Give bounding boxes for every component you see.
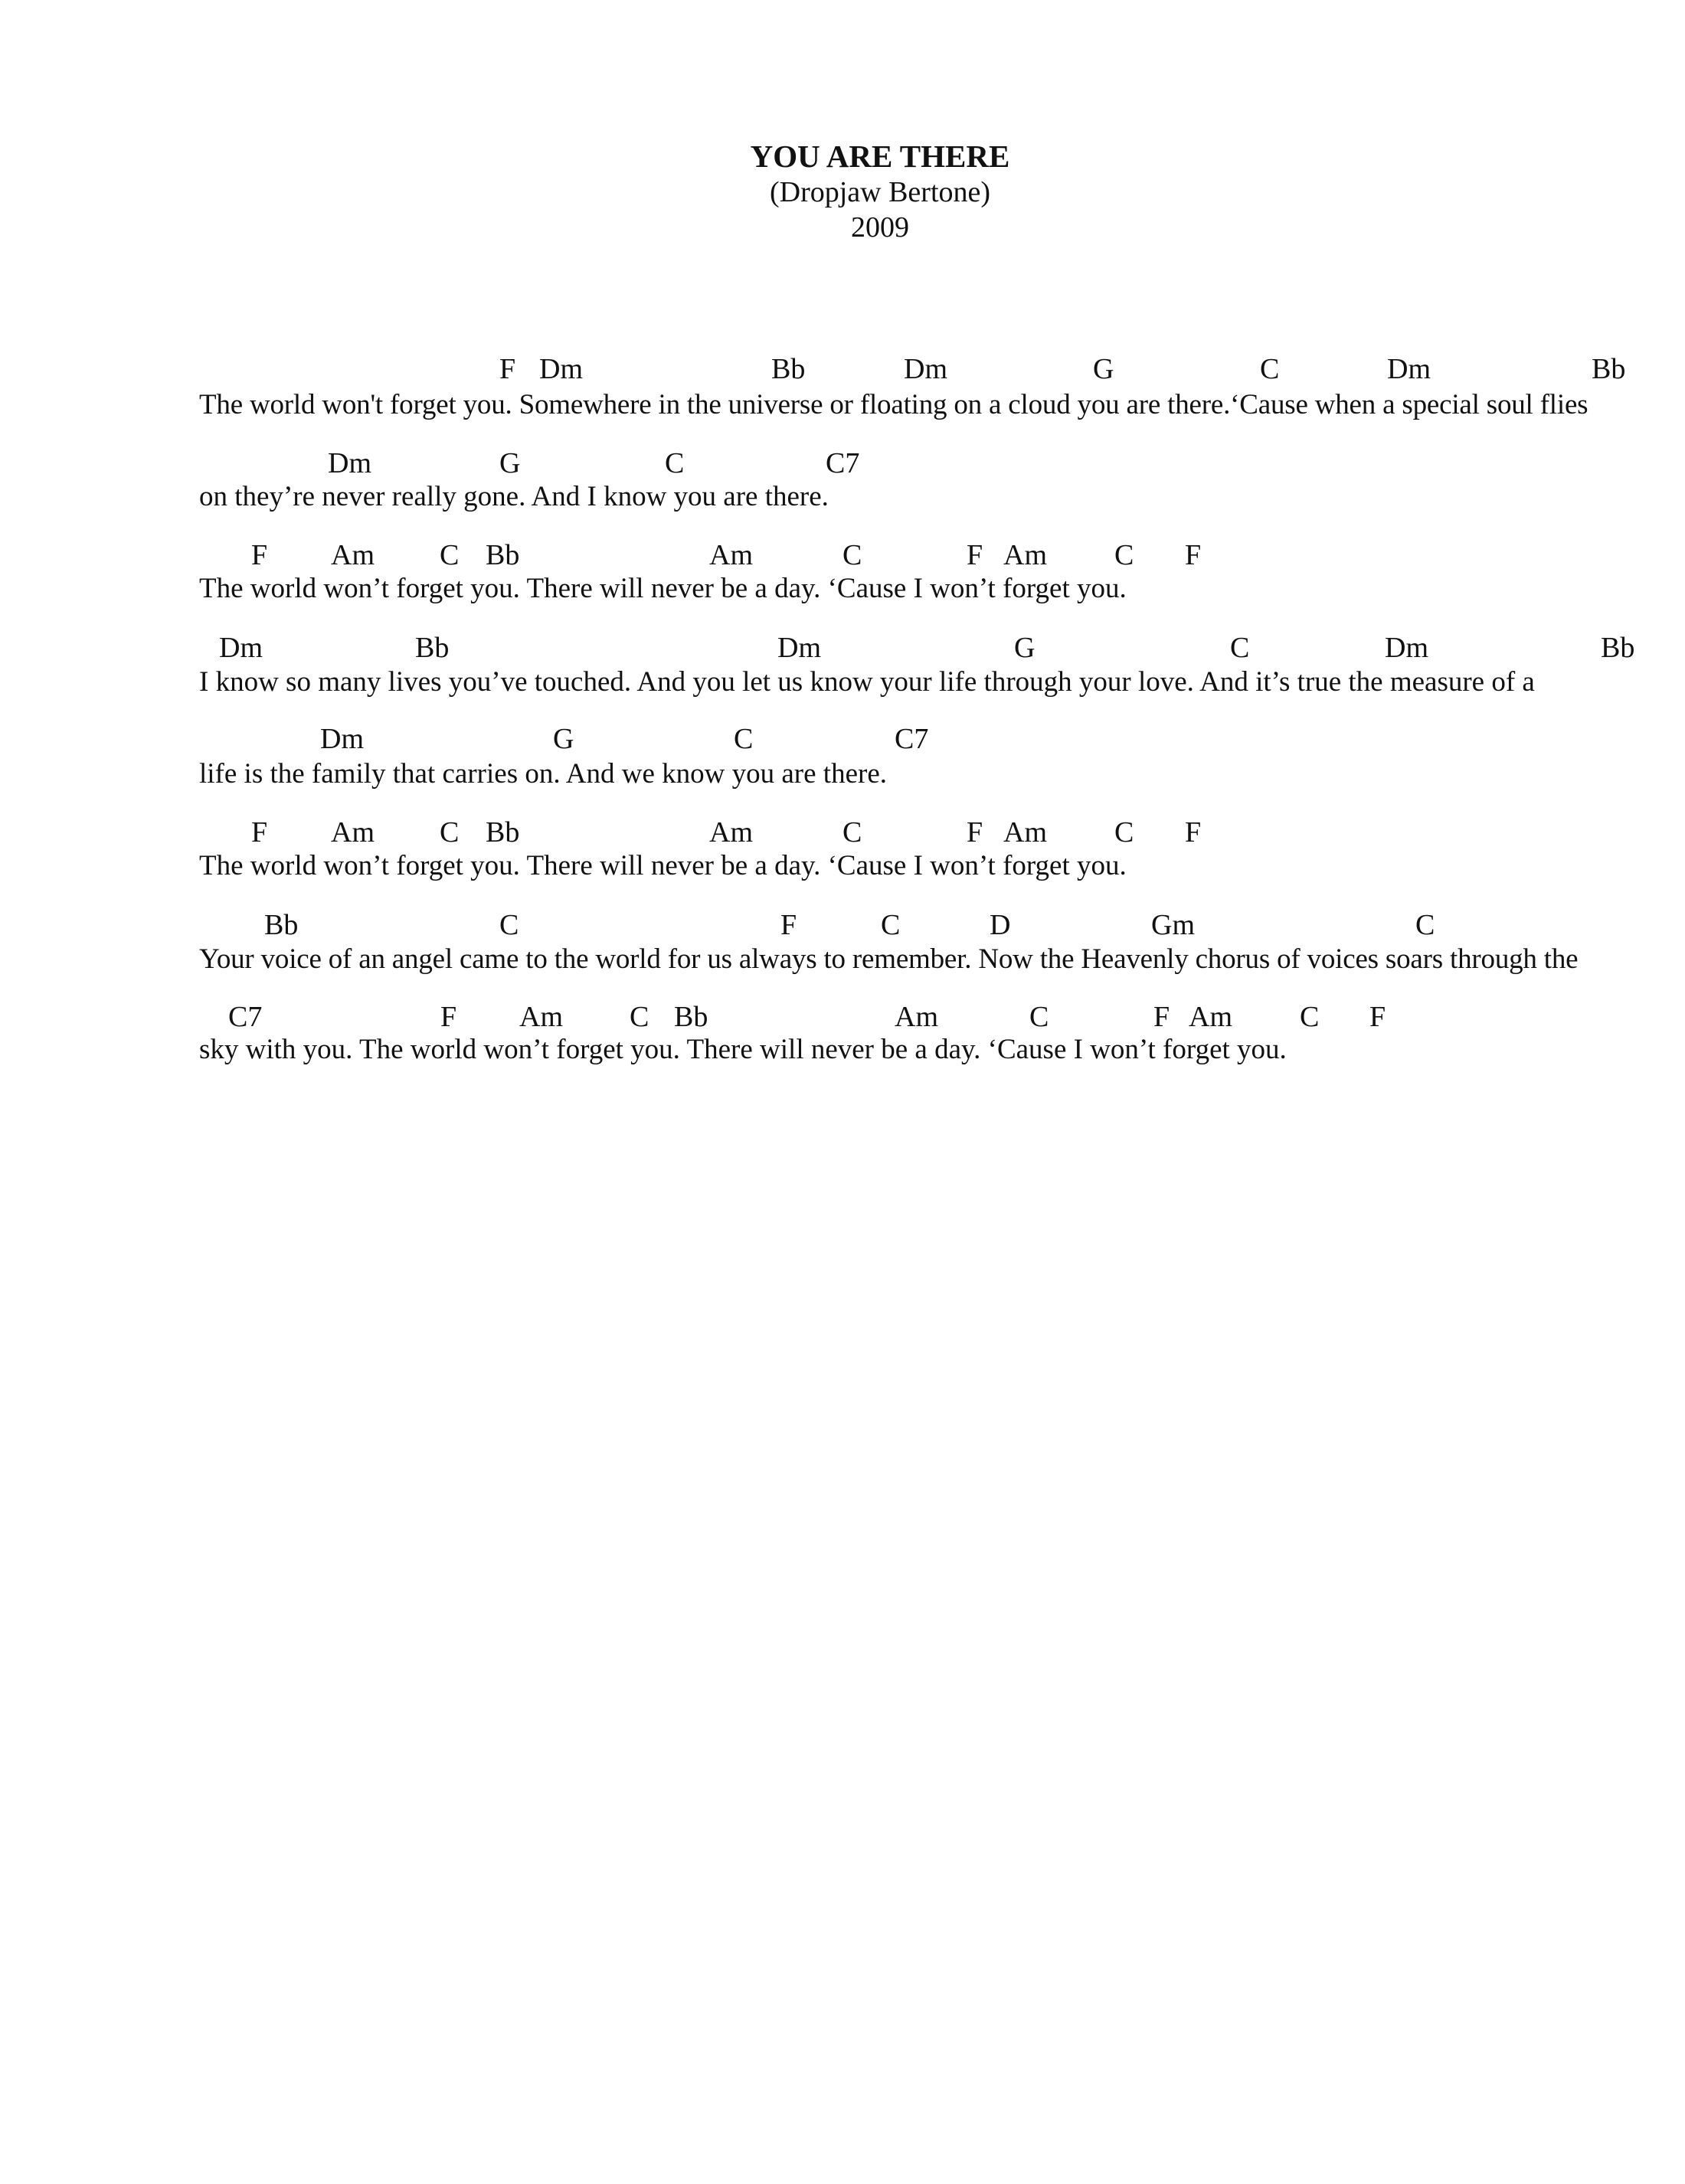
lyric-line: The world won't forget you. Somewhere in the universe or floating on a cloud you are there.‘Cause when a special soul flies: [199, 389, 1588, 420]
chord: Am: [1003, 539, 1047, 571]
chord: F: [251, 539, 268, 571]
chord: Dm: [1387, 353, 1431, 385]
chord: Bb: [1601, 632, 1635, 664]
lyric-line: The world won’t forget you. There will never be a day. ‘Cause I won’t forget you.: [199, 850, 1127, 881]
chord: Am: [895, 1001, 938, 1033]
chord: F: [499, 353, 516, 385]
lyric-line: I know so many lives you’ve touched. And you let us know your life through your love. And it’s true the measure of a: [199, 666, 1535, 698]
chord: C: [499, 909, 519, 941]
chord: Am: [331, 539, 375, 571]
chord: C7: [826, 447, 860, 479]
chord: Dm: [219, 632, 263, 664]
chord: C: [1415, 909, 1435, 941]
chord: F: [1369, 1001, 1386, 1033]
chord: Dm: [539, 353, 583, 385]
lyric-line: life is the family that carries on. And we know you are there.: [199, 758, 887, 790]
chord: C: [842, 816, 862, 848]
chord: Am: [1003, 816, 1047, 848]
chord: C: [1114, 539, 1134, 571]
chord: C7: [895, 723, 929, 755]
song-year: 2009: [851, 211, 909, 244]
song-author: (Dropjaw Bertone): [769, 176, 991, 208]
chord: Dm: [320, 723, 364, 755]
chord: C: [440, 816, 460, 848]
chord: F: [251, 816, 268, 848]
chord: F: [440, 1001, 457, 1033]
chord: Dm: [904, 353, 947, 385]
chord: G: [499, 447, 521, 479]
chord: F: [1185, 539, 1202, 571]
chord: Am: [331, 816, 375, 848]
chord: Bb: [486, 816, 520, 848]
chord: G: [1014, 632, 1036, 664]
chord: Am: [709, 539, 753, 571]
chord: Bb: [486, 539, 520, 571]
chord: C: [734, 723, 754, 755]
chord: Bb: [264, 909, 299, 941]
chord: Dm: [328, 447, 371, 479]
chord: Dm: [777, 632, 821, 664]
chord: Bb: [771, 353, 806, 385]
chord: C: [630, 1001, 649, 1033]
chord: G: [1093, 353, 1114, 385]
chord: C: [1029, 1001, 1049, 1033]
chord: C: [1260, 353, 1280, 385]
chord: C7: [228, 1001, 263, 1033]
chord: F: [967, 816, 983, 848]
chord: C: [1114, 816, 1134, 848]
chord: G: [553, 723, 574, 755]
chord: C: [842, 539, 862, 571]
chord: Gm: [1151, 909, 1195, 941]
chord: Bb: [415, 632, 450, 664]
song-header: [727, 138, 1033, 245]
chord: C: [1300, 1001, 1320, 1033]
chord: F: [1153, 1001, 1170, 1033]
lyric-line: sky with you. The world won’t forget you. There will never be a day. ‘Cause I won’t forget you.: [199, 1034, 1287, 1065]
chord: F: [780, 909, 797, 941]
chord: C: [881, 909, 901, 941]
chord: Bb: [674, 1001, 708, 1033]
chord: C: [1230, 632, 1250, 664]
lyric-line: on they’re never really gone. And I know you are there.: [199, 481, 829, 512]
chord: F: [967, 539, 983, 571]
song-title: YOU ARE THERE: [750, 139, 1010, 174]
lyric-line: The world won’t forget you. There will never be a day. ‘Cause I won’t forget you.: [199, 573, 1127, 604]
chord: Am: [519, 1001, 563, 1033]
chord: C: [440, 539, 460, 571]
chord: Am: [1189, 1001, 1232, 1033]
chord: Am: [709, 816, 753, 848]
chord: D: [990, 909, 1011, 941]
chord: F: [1185, 816, 1202, 848]
lyric-line: Your voice of an angel came to the world for us always to remember. Now the Heavenly chorus of voices soars through the: [199, 943, 1579, 975]
chord: Bb: [1592, 353, 1626, 385]
chord: Dm: [1385, 632, 1428, 664]
chord: C: [665, 447, 685, 479]
